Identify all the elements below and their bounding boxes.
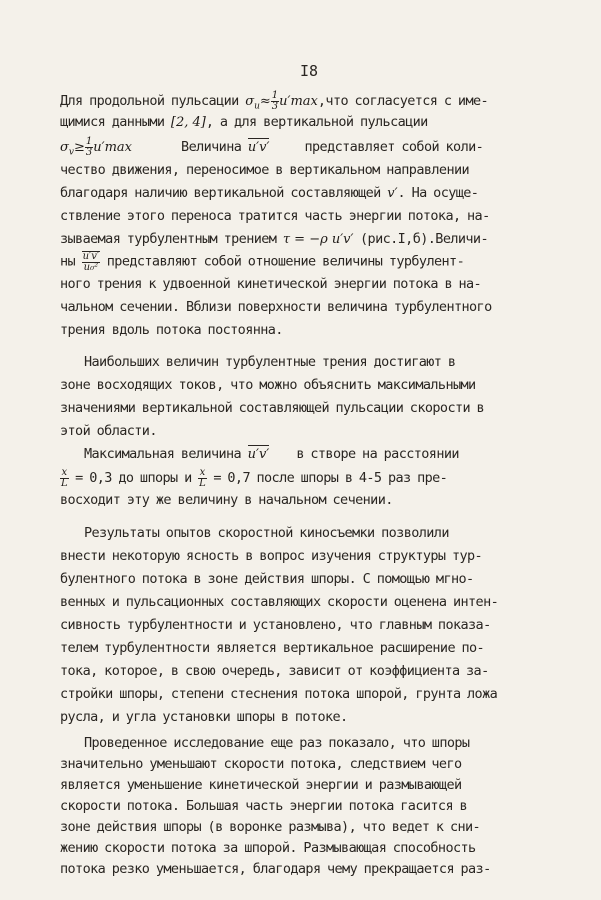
text-line: значениями вертикальной составляющей пульсации скорости в xyxy=(60,400,485,416)
formula-sigma-v: $\sigma_v\ge$ $\frac{1}{3}$ u′max xyxy=(60,136,132,158)
text-line: булентного потока в зоне действия шпоры. С помощью мгно- xyxy=(60,571,474,587)
text-line: является уменьшение кинетической энергии и размывающей xyxy=(60,777,462,793)
text-line: $\sigma_v\ge$ $\frac{1}{3}$ u′max Величина u′v′ представляет собой коли- xyxy=(60,137,483,162)
text-line: зоне восходящих токов, что можно объяснить максимальными xyxy=(60,377,476,393)
formula-uv-max: u′v′ xyxy=(247,447,270,462)
text-line: сивность турбулентности и установлено, что главным показа- xyxy=(60,617,491,633)
text-line: восходит эту же величину в начальном сечении. xyxy=(60,492,393,508)
formula-uv-mean: u′v′ xyxy=(247,140,270,155)
text-line: тока, которое, в свою очередь, зависит от коэффициента за- xyxy=(60,663,489,679)
text-line: стройки шпоры, степени стеснения потока шпорой, грунта ложа xyxy=(60,686,498,702)
text-line: щимися данными [2, 4], а для вертикальной пульсации xyxy=(60,114,428,130)
text-line: зываемая турбулентным трением τ = −ρ u′v′ (рис.I,б).Величи- xyxy=(60,231,488,247)
formula-tau: τ = −ρ u′v′ xyxy=(282,232,354,247)
formula-x-over-l-after: $\frac{x}{L}$ xyxy=(199,467,206,489)
text-line: Для продольной пульсации $\sigma_u\approx$ $\frac{1}{3}$ u′max,что согласуется с име- xyxy=(60,91,488,116)
page-number: I8 xyxy=(300,62,319,80)
text-line: венных и пульсационных составляющих скорости оценена интен- xyxy=(60,594,499,610)
text-line: потока резко уменьшается, благодаря чему прекращается раз- xyxy=(60,861,491,877)
text-line: зоне действия шпоры (в воронке размыва), что ведет к сни- xyxy=(60,819,481,835)
text-line: скорости потока. Большая часть энергии потока гасится в xyxy=(60,798,468,814)
text-line: внести некоторую ясность в вопрос изучения структуры тур- xyxy=(60,548,483,564)
formula-x-over-l-before: $\frac{x}{L}$ xyxy=(61,467,68,489)
text-line: трения вдоль потока постоянна. xyxy=(60,322,283,338)
text-line: Результаты опытов скоростной киносъемки позволили xyxy=(84,525,449,541)
formula-v-prime: v′ xyxy=(387,186,398,201)
text-line: русла, и угла установки шпоры в потоке. xyxy=(60,709,348,725)
text-line: чество движения, переносимое в вертикальном направлении xyxy=(60,162,470,178)
text-line: благодаря наличию вертикальной составляющей v′. На осуще- xyxy=(60,185,479,201)
formula-tau-ratio: $\frac{u'v'}{\text{u₀²}}$ xyxy=(82,251,100,273)
formula-sigma-u: $\sigma_u\approx$ $\frac{1}{3}$ u′max xyxy=(245,90,318,112)
reference-list: [2, 4] xyxy=(170,115,206,130)
text-line: Наибольших величин турбулентные трения достигают в xyxy=(84,354,456,370)
text-line: $\frac{x}{L}$ = 0,3 до шпоры и $\frac{x}{L}$ = 0,7 после шпоры в 4-5 раз пре- xyxy=(61,467,448,489)
text-line: чальном сечении. Вблизи поверхности величина турбулентного xyxy=(60,299,492,315)
text-line: значительно уменьшают скорости потока, следствием чего xyxy=(60,756,462,772)
text-line: Максимальная величина u′v′ в створе на расстоянии xyxy=(84,446,459,462)
text-line: ствление этого переноса тратится часть энергии потока, на- xyxy=(60,208,490,224)
text-line: ны $\frac{u'v'}{\text{u₀²}}$ представляют собой отношение величины турбулент- xyxy=(60,251,465,273)
text-line: телем турбулентности является вертикальное расширение по- xyxy=(60,640,485,656)
text-line: жению скорости потока за шпорой. Размывающая способность xyxy=(60,840,476,856)
text-line: этой области. xyxy=(60,423,157,439)
text-line: Проведенное исследование еще раз показало, что шпоры xyxy=(84,735,470,751)
text-line: ного трения к удвоенной кинетической энергии потока в на- xyxy=(60,276,482,292)
